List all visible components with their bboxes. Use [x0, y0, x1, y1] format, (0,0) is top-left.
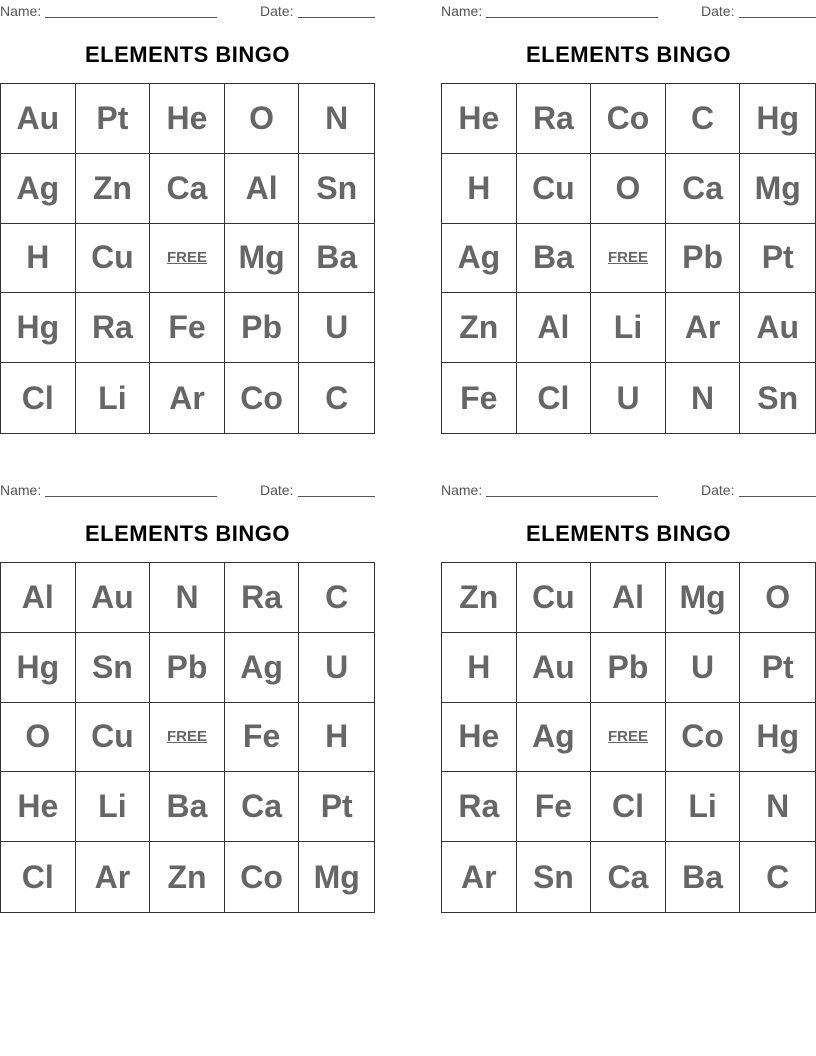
- bingo-cell: Al: [591, 563, 666, 633]
- bingo-cell: Cu: [517, 154, 592, 224]
- bingo-cell: Li: [76, 363, 151, 433]
- free-space: FREE: [150, 703, 225, 773]
- bingo-cell: Pb: [225, 293, 300, 363]
- bingo-cell: Ba: [666, 842, 741, 912]
- bingo-cell: Cu: [76, 703, 151, 773]
- bingo-cell: Li: [591, 293, 666, 363]
- bingo-cell: Au: [1, 84, 76, 154]
- bingo-cell: Hg: [1, 293, 76, 363]
- bingo-cell: Mg: [740, 154, 815, 224]
- bingo-cell: Hg: [740, 703, 815, 773]
- bingo-cell: Pt: [740, 224, 815, 294]
- bingo-cell: Ag: [517, 703, 592, 773]
- bingo-cell: Zn: [442, 293, 517, 363]
- bingo-card: [441, 0, 816, 435]
- bingo-cell: U: [299, 633, 374, 703]
- name-date-header: [441, 3, 816, 19]
- bingo-cell: Ba: [517, 224, 592, 294]
- bingo-cell: Co: [225, 363, 300, 433]
- bingo-cell: He: [150, 84, 225, 154]
- bingo-cell: Sn: [76, 633, 151, 703]
- bingo-cell: Ar: [666, 293, 741, 363]
- bingo-cell: Fe: [150, 293, 225, 363]
- bingo-cell: Al: [1, 563, 76, 633]
- bingo-cell: Mg: [313, 858, 360, 895]
- bingo-cell: Pb: [150, 633, 225, 703]
- bingo-cell: H: [442, 154, 517, 224]
- bingo-cell: N: [740, 772, 815, 842]
- bingo-cell: C: [299, 563, 374, 633]
- bingo-cell: Pb: [591, 633, 666, 703]
- bingo-cell: Pt: [740, 633, 815, 703]
- name-date-header: [0, 3, 375, 19]
- bingo-cell: Ra: [225, 563, 300, 633]
- card-title: ELEMENTS BINGO: [525, 521, 731, 546]
- bingo-cell: Mg: [666, 563, 741, 633]
- bingo-cell: Cu: [76, 224, 151, 294]
- name-blank-line: [486, 17, 658, 18]
- date-label: Date:: [701, 482, 735, 498]
- bingo-cell: He: [1, 772, 76, 842]
- name-blank-line: [45, 17, 217, 18]
- bingo-cell: Ca: [150, 154, 225, 224]
- bingo-cell: Sn: [299, 154, 374, 224]
- bingo-cell: Co: [591, 84, 666, 154]
- bingo-cell: Li: [666, 772, 741, 842]
- bingo-cell: Hg: [1, 633, 76, 703]
- bingo-cell: O: [740, 563, 815, 633]
- bingo-cell: Au: [517, 633, 592, 703]
- card-title: ELEMENTS BINGO: [525, 42, 731, 67]
- bingo-cell: Zn: [150, 842, 225, 912]
- bingo-cell: Pt: [299, 772, 374, 842]
- name-label: Name:: [0, 3, 42, 19]
- bingo-cell: Pt: [76, 84, 151, 154]
- bingo-cell: Au: [740, 293, 815, 363]
- card-title: ELEMENTS BINGO: [84, 521, 290, 546]
- bingo-cell: Fe: [517, 772, 592, 842]
- bingo-cell: N: [150, 563, 225, 633]
- name-label: Name:: [441, 482, 483, 498]
- bingo-cell: H: [1, 224, 76, 294]
- bingo-cell: Fe: [442, 363, 517, 433]
- bingo-grid: [441, 83, 816, 434]
- bingo-cell: Hg: [740, 84, 815, 154]
- bingo-cell: Ba: [299, 224, 374, 294]
- bingo-cell: Co: [225, 842, 300, 912]
- date-blank-line: [298, 17, 375, 18]
- bingo-cell: Ra: [442, 772, 517, 842]
- free-space: FREE: [591, 703, 666, 773]
- bingo-cell: Au: [76, 563, 151, 633]
- bingo-cell: Ar: [442, 842, 517, 912]
- bingo-cell: Cl: [517, 363, 592, 433]
- bingo-cell: Cl: [1, 842, 76, 912]
- bingo-cell: O: [591, 154, 666, 224]
- bingo-grid: [441, 562, 816, 913]
- bingo-cell: Al: [517, 293, 592, 363]
- bingo-cell: U: [666, 633, 741, 703]
- bingo-cell: Ca: [666, 154, 741, 224]
- bingo-cell: O: [225, 84, 300, 154]
- bingo-cell: U: [299, 293, 374, 363]
- bingo-cell: Zn: [76, 154, 151, 224]
- bingo-card: [0, 479, 375, 914]
- bingo-cell: Ag: [442, 224, 517, 294]
- name-date-header: [0, 482, 375, 498]
- bingo-cell: Ag: [1, 154, 76, 224]
- free-space: FREE: [150, 224, 225, 294]
- bingo-cell: Ag: [225, 633, 300, 703]
- bingo-cell: Ca: [591, 842, 666, 912]
- bingo-cell: Fe: [225, 703, 300, 773]
- bingo-cell: He: [442, 84, 517, 154]
- bingo-cell: Cu: [517, 563, 592, 633]
- bingo-cell: Li: [76, 772, 151, 842]
- bingo-cell: N: [666, 363, 741, 433]
- free-space: FREE: [591, 224, 666, 294]
- bingo-grid: [0, 83, 375, 434]
- date-blank-line: [739, 17, 816, 18]
- bingo-cell: C: [325, 379, 349, 416]
- bingo-cell: Zn: [442, 563, 517, 633]
- name-label: Name:: [441, 3, 483, 19]
- bingo-grid: [0, 562, 375, 913]
- bingo-card: [0, 0, 375, 435]
- bingo-cell: C: [766, 858, 790, 895]
- name-label: Name:: [0, 482, 42, 498]
- bingo-cell: Ar: [150, 363, 225, 433]
- bingo-cell: Mg: [225, 224, 300, 294]
- bingo-cell: Sn: [757, 379, 799, 416]
- name-date-header: [441, 482, 816, 498]
- bingo-cell: O: [1, 703, 76, 773]
- bingo-card: [441, 479, 816, 914]
- name-blank-line: [45, 496, 217, 497]
- date-blank-line: [298, 496, 375, 497]
- bingo-cell: Pb: [666, 224, 741, 294]
- bingo-cell: N: [299, 84, 374, 154]
- date-label: Date:: [260, 482, 294, 498]
- date-label: Date:: [701, 3, 735, 19]
- bingo-cell: Co: [666, 703, 741, 773]
- bingo-cell: Sn: [517, 842, 592, 912]
- card-title: ELEMENTS BINGO: [84, 42, 290, 67]
- date-label: Date:: [260, 3, 294, 19]
- bingo-cell: He: [442, 703, 517, 773]
- bingo-cell: Ca: [225, 772, 300, 842]
- name-blank-line: [486, 496, 658, 497]
- bingo-cell: Cl: [1, 363, 76, 433]
- bingo-cell: U: [591, 363, 666, 433]
- bingo-cell: Cl: [591, 772, 666, 842]
- date-blank-line: [739, 496, 816, 497]
- bingo-cell: H: [442, 633, 517, 703]
- bingo-cell: Al: [225, 154, 300, 224]
- bingo-cell: Ra: [76, 293, 151, 363]
- bingo-cell: C: [666, 84, 741, 154]
- bingo-cell: Ar: [76, 842, 151, 912]
- bingo-cell: H: [299, 703, 374, 773]
- bingo-cell: Ba: [150, 772, 225, 842]
- bingo-cell: Ra: [517, 84, 592, 154]
